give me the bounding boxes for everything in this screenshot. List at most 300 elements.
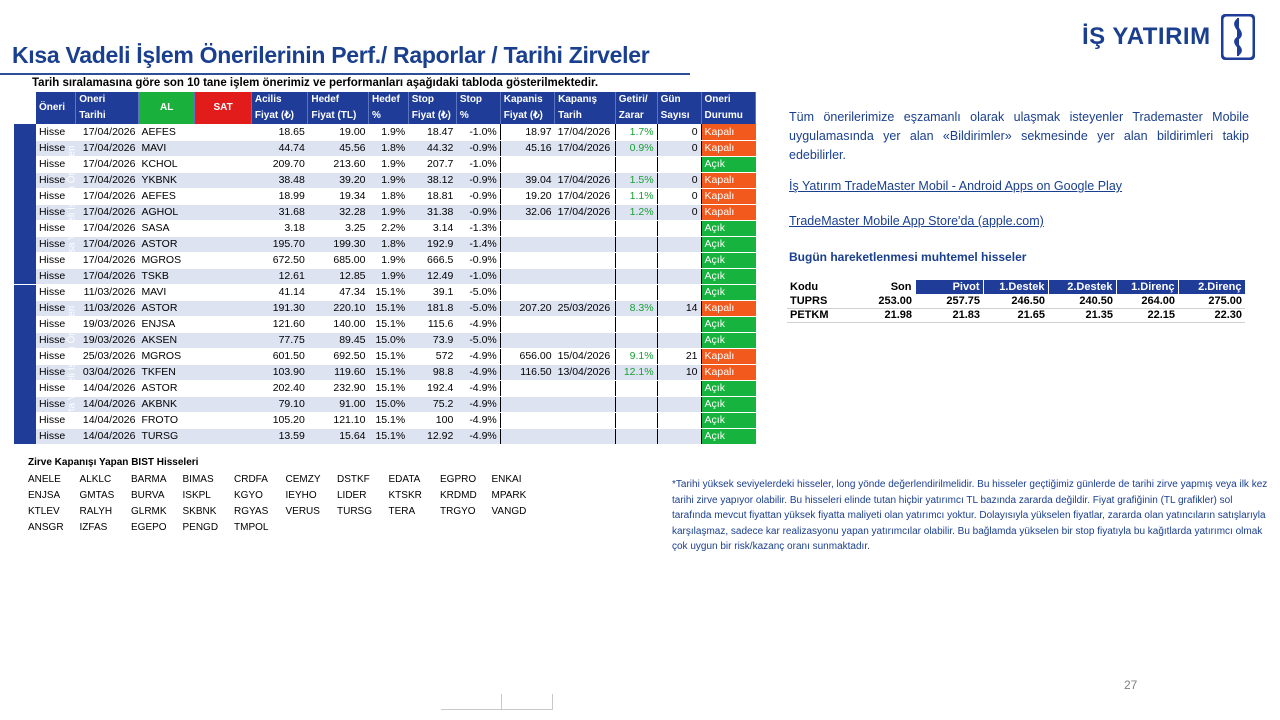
cell-days xyxy=(657,156,701,172)
cell-open-price: 195.70 xyxy=(251,236,307,252)
pivot-cell-value: 253.00 xyxy=(857,294,915,308)
cell-gain: 1.7% xyxy=(615,124,657,140)
table-row xyxy=(14,284,756,300)
zirve-stock-code: RGYAS xyxy=(234,506,269,517)
header-hedef-yuzde: % xyxy=(369,108,409,124)
cell-type: Hisse xyxy=(36,268,76,284)
cell-status: Açık xyxy=(701,220,755,236)
cell-stop-price: 12.49 xyxy=(408,268,456,284)
cell-date: 03/04/2026 xyxy=(76,364,139,380)
cell-code: MGROS xyxy=(138,252,194,268)
cell-target-pct: 1.8% xyxy=(369,188,409,204)
cell-open-price: 121.60 xyxy=(251,316,307,332)
table-row xyxy=(14,220,756,236)
cell-date: 11/03/2026 xyxy=(76,300,139,316)
cell-gain xyxy=(615,380,657,396)
pivot-header-son: Son xyxy=(857,280,915,294)
cell-gain xyxy=(615,412,657,428)
table-row xyxy=(14,428,756,444)
cell-date: 19/03/2026 xyxy=(76,316,139,332)
pivot-cell-value: 240.50 xyxy=(1048,294,1116,308)
cell-open-price: 77.75 xyxy=(251,332,307,348)
cell-type: Hisse xyxy=(36,396,76,412)
header-stop-fiyat: Fiyat (₺) xyxy=(408,108,456,124)
cell-close-date xyxy=(555,252,616,268)
cell-days xyxy=(657,380,701,396)
header-hedef-pct: Hedef xyxy=(369,92,409,108)
cell-close-date xyxy=(555,332,616,348)
logo-emblem-icon xyxy=(1221,14,1255,60)
cell-gain xyxy=(615,428,657,444)
cell-stop-pct: -4.9% xyxy=(456,380,500,396)
cell-close-date xyxy=(555,428,616,444)
header-kapanis-tarihi: Tarih xyxy=(555,108,616,124)
cell-target-pct: 15.1% xyxy=(369,348,409,364)
cell-stop-price: 73.9 xyxy=(408,332,456,348)
cell-target-price: 232.90 xyxy=(308,380,369,396)
cell-target-price: 220.10 xyxy=(308,300,369,316)
cell-stop-price: 192.4 xyxy=(408,380,456,396)
cell-gain: 9.1% xyxy=(615,348,657,364)
cell-close-price xyxy=(500,268,554,284)
cell-open-price: 18.99 xyxy=(251,188,307,204)
zirve-stock-code: KRDMD xyxy=(440,490,477,501)
cell-status: Açık xyxy=(701,332,755,348)
cell-close-date: 13/04/2026 xyxy=(555,364,616,380)
cell-target-pct: 1.9% xyxy=(369,268,409,284)
cell-status: Kapalı xyxy=(701,172,755,188)
table-row xyxy=(14,348,756,364)
zirve-stock-code: ENJSA xyxy=(28,490,61,501)
cell-stop-price: 44.32 xyxy=(408,140,456,156)
cell-status: Açık xyxy=(701,252,755,268)
cell-stop-price: 572 xyxy=(408,348,456,364)
zirve-stock-code: TRGYO xyxy=(440,506,476,517)
cell-stop-price: 181.8 xyxy=(408,300,456,316)
cell-date: 17/04/2026 xyxy=(76,268,139,284)
table-row xyxy=(14,124,756,140)
cell-target-pct: 15.1% xyxy=(369,428,409,444)
cell-stop-pct: -1.0% xyxy=(456,268,500,284)
cell-close-price xyxy=(500,316,554,332)
cell-code: ASTOR xyxy=(138,236,194,252)
cell-stop-pct: -0.9% xyxy=(456,252,500,268)
cell-close-date: 17/04/2026 xyxy=(555,124,616,140)
cell-code: YKBNK xyxy=(138,172,194,188)
cell-stop-price: 18.47 xyxy=(408,124,456,140)
cell-gain xyxy=(615,236,657,252)
zirve-stock-code: PENGD xyxy=(182,522,219,533)
cell-days: 0 xyxy=(657,204,701,220)
cell-sat xyxy=(195,332,251,348)
cell-code: MAVI xyxy=(138,284,194,300)
page-title: Kısa Vadeli İşlem Önerilerinin Perf./ Raporlar / Tarihi Zirveler xyxy=(12,42,650,68)
cell-stop-pct: -1.4% xyxy=(456,236,500,252)
cell-open-price: 41.14 xyxy=(251,284,307,300)
today-stocks-title: Bugün hareketlenmesi muhtemel hisseler xyxy=(789,250,1027,264)
cell-close-price: 656.00 xyxy=(500,348,554,364)
cell-date: 17/04/2026 xyxy=(76,204,139,220)
pivot-header-destek1: 1.Destek xyxy=(983,280,1048,294)
cell-target-price: 19.34 xyxy=(308,188,369,204)
cell-target-pct: 1.9% xyxy=(369,172,409,188)
cell-close-price: 116.50 xyxy=(500,364,554,380)
pivot-cell-value: 257.75 xyxy=(915,294,983,308)
cell-open-price: 31.68 xyxy=(251,204,307,220)
cell-status: Kapalı xyxy=(701,348,755,364)
cell-stop-price: 39.1 xyxy=(408,284,456,300)
cell-status: Açık xyxy=(701,412,755,428)
cell-sat xyxy=(195,316,251,332)
table-row xyxy=(14,140,756,156)
cell-sat xyxy=(195,172,251,188)
cell-days xyxy=(657,252,701,268)
zirve-stock-code: GMTAS xyxy=(79,490,115,501)
header-kapanis-tarih: Kapanış xyxy=(555,92,616,108)
cell-close-date xyxy=(555,316,616,332)
cell-stop-pct: -0.9% xyxy=(456,188,500,204)
pivot-cell-code: TUPRS xyxy=(787,294,857,308)
cell-target-price: 89.45 xyxy=(308,332,369,348)
header-gun: Gün xyxy=(657,92,701,108)
zirve-stock-code: ALKLC xyxy=(79,474,112,485)
cell-target-price: 12.85 xyxy=(308,268,369,284)
cell-stop-pct: -4.9% xyxy=(456,412,500,428)
header-acilis: Acilis xyxy=(251,92,307,108)
cell-date: 17/04/2026 xyxy=(76,188,139,204)
cell-type: Hisse xyxy=(36,156,76,172)
cell-date: 17/04/2026 xyxy=(76,140,139,156)
pivot-cell-value: 264.00 xyxy=(1116,294,1178,308)
cell-date: 14/04/2026 xyxy=(76,396,139,412)
cell-code: FROTO xyxy=(138,412,194,428)
cell-target-price: 692.50 xyxy=(308,348,369,364)
cell-status: Kapalı xyxy=(701,124,755,140)
header-oneri: Öneri xyxy=(36,92,76,124)
pivot-cell-value: 275.00 xyxy=(1178,294,1245,308)
zirve-stock-code: EGPRO xyxy=(440,474,477,485)
cell-date: 19/03/2026 xyxy=(76,332,139,348)
cell-open-price: 44.74 xyxy=(251,140,307,156)
table-row xyxy=(14,188,756,204)
cell-sat xyxy=(195,412,251,428)
cell-stop-price: 98.8 xyxy=(408,364,456,380)
cell-open-price: 202.40 xyxy=(251,380,307,396)
cell-gain: 1.2% xyxy=(615,204,657,220)
cell-sat xyxy=(195,284,251,300)
cell-status: Kapalı xyxy=(701,300,755,316)
cell-stop-price: 666.5 xyxy=(408,252,456,268)
cell-date: 14/04/2026 xyxy=(76,380,139,396)
cell-open-price: 601.50 xyxy=(251,348,307,364)
cell-days xyxy=(657,236,701,252)
cell-code: AEFES xyxy=(138,124,194,140)
cell-sat xyxy=(195,268,251,284)
cell-days xyxy=(657,284,701,300)
table-header-row-1 xyxy=(14,92,756,108)
cell-status: Açık xyxy=(701,428,755,444)
cell-target-pct: 1.9% xyxy=(369,204,409,220)
pivot-cell-code: PETKM xyxy=(787,308,857,322)
cell-type: Hisse xyxy=(36,316,76,332)
cell-stop-pct: -0.9% xyxy=(456,140,500,156)
table-row xyxy=(14,172,756,188)
header-oneri-durumu: Oneri xyxy=(701,92,755,108)
table-row xyxy=(14,396,756,412)
zirve-stock-list xyxy=(28,472,543,535)
cell-stop-pct: -4.9% xyxy=(456,396,500,412)
header-oneri-tarihi: Oneri xyxy=(76,92,139,108)
cell-code: AGHOL xyxy=(138,204,194,220)
cell-target-price: 15.64 xyxy=(308,428,369,444)
cell-date: 17/04/2026 xyxy=(76,236,139,252)
cell-close-price: 18.97 xyxy=(500,124,554,140)
cell-gain: 8.3% xyxy=(615,300,657,316)
cell-close-price: 207.20 xyxy=(500,300,554,316)
cell-stop-pct: -1.0% xyxy=(456,156,500,172)
cell-status: Kapalı xyxy=(701,364,755,380)
cell-close-price: 32.06 xyxy=(500,204,554,220)
zirve-stock-code: KGYO xyxy=(234,490,263,501)
cell-gain: 1.5% xyxy=(615,172,657,188)
cell-gain xyxy=(615,268,657,284)
header-sayisi: Sayısı xyxy=(657,108,701,124)
cell-stop-pct: -1.0% xyxy=(456,124,500,140)
pivot-row xyxy=(787,294,1245,308)
header-stop-yuzde: % xyxy=(456,108,500,124)
pivot-header-direnc1: 1.Direnç xyxy=(1116,280,1178,294)
cell-code: AEFES xyxy=(138,188,194,204)
cell-close-price xyxy=(500,396,554,412)
cell-status: Açık xyxy=(701,268,755,284)
zirve-stock-code: RALYH xyxy=(79,506,113,517)
cell-target-pct: 1.8% xyxy=(369,236,409,252)
cell-gain xyxy=(615,332,657,348)
cell-date: 17/04/2026 xyxy=(76,156,139,172)
cell-type: Hisse xyxy=(36,220,76,236)
cell-gain: 12.1% xyxy=(615,364,657,380)
apple-app-link[interactable]: TradeMaster Mobile App Store'da (apple.com) xyxy=(789,214,1044,228)
cell-gain: 1.1% xyxy=(615,188,657,204)
table-row xyxy=(14,364,756,380)
pivot-cell-value: 21.35 xyxy=(1048,308,1116,322)
cell-stop-pct: -0.9% xyxy=(456,204,500,220)
pivot-cell-value: 246.50 xyxy=(983,294,1048,308)
header-hedef: Hedef xyxy=(308,92,369,108)
zirve-stock-code: VANGD xyxy=(491,506,527,517)
cell-sat xyxy=(195,236,251,252)
cell-type: Hisse xyxy=(36,300,76,316)
cell-sat xyxy=(195,428,251,444)
table-row xyxy=(14,268,756,284)
header-sat: SAT xyxy=(195,92,251,124)
cell-open-price: 12.61 xyxy=(251,268,307,284)
table-row xyxy=(14,332,756,348)
cell-type: Hisse xyxy=(36,252,76,268)
cell-sat xyxy=(195,396,251,412)
zirve-stock-code: SKBNK xyxy=(182,506,217,517)
cell-status: Açık xyxy=(701,316,755,332)
cell-status: Açık xyxy=(701,236,755,252)
table-header-row-2 xyxy=(14,108,756,124)
header-stop: Stop xyxy=(408,92,456,108)
cell-days: 0 xyxy=(657,140,701,156)
zirve-stock-code: EDATA xyxy=(388,474,421,485)
cell-code: AKBNK xyxy=(138,396,194,412)
cell-code: TKFEN xyxy=(138,364,194,380)
cell-stop-pct: -5.0% xyxy=(456,300,500,316)
zirve-stock-code: EGEPO xyxy=(131,522,167,533)
cell-close-date xyxy=(555,220,616,236)
header-zarar: Zarar xyxy=(615,108,657,124)
cell-target-price: 91.00 xyxy=(308,396,369,412)
cell-stop-price: 3.14 xyxy=(408,220,456,236)
cell-type: Hisse xyxy=(36,364,76,380)
cell-type: Hisse xyxy=(36,284,76,300)
cell-stop-pct: -4.9% xyxy=(456,348,500,364)
pivot-cell-value: 22.15 xyxy=(1116,308,1178,322)
cell-days xyxy=(657,268,701,284)
header-kapanis: Kapanis xyxy=(500,92,554,108)
cell-days xyxy=(657,412,701,428)
cell-close-date xyxy=(555,412,616,428)
cell-target-price: 685.00 xyxy=(308,252,369,268)
cell-target-price: 199.30 xyxy=(308,236,369,252)
cell-stop-pct: -5.0% xyxy=(456,284,500,300)
cell-date: 14/04/2026 xyxy=(76,428,139,444)
cell-stop-price: 207.7 xyxy=(408,156,456,172)
cell-stop-pct: -5.0% xyxy=(456,332,500,348)
cell-stop-price: 100 xyxy=(408,412,456,428)
performance-table xyxy=(14,92,756,445)
cell-code: ENJSA xyxy=(138,316,194,332)
zirve-stock-code: IEYHO xyxy=(285,490,317,501)
cell-stop-price: 12.92 xyxy=(408,428,456,444)
zirve-stock-code: DSTKF xyxy=(337,474,370,485)
zirve-stock-code: IZFAS xyxy=(79,522,108,533)
cell-close-price: 39.04 xyxy=(500,172,554,188)
cell-status: Açık xyxy=(701,380,755,396)
cell-sat xyxy=(195,252,251,268)
cell-sat xyxy=(195,204,251,220)
table-row xyxy=(14,316,756,332)
cell-target-price: 45.56 xyxy=(308,140,369,156)
cell-open-price: 191.30 xyxy=(251,300,307,316)
cell-days: 21 xyxy=(657,348,701,364)
cell-type: Hisse xyxy=(36,140,76,156)
cell-days xyxy=(657,220,701,236)
cell-code: MAVI xyxy=(138,140,194,156)
header-acilis-fiyat: Fiyat (₺) xyxy=(251,108,307,124)
pivot-header-direnc2: 2.Direnç xyxy=(1178,280,1245,294)
cell-target-pct: 2.2% xyxy=(369,220,409,236)
cell-stop-price: 31.38 xyxy=(408,204,456,220)
cell-date: 17/04/2026 xyxy=(76,252,139,268)
cell-code: ASTOR xyxy=(138,380,194,396)
page-number: 27 xyxy=(1124,678,1138,692)
cell-close-price xyxy=(500,236,554,252)
cell-close-price xyxy=(500,428,554,444)
cell-type: Hisse xyxy=(36,236,76,252)
cell-sat xyxy=(195,364,251,380)
cell-target-price: 39.20 xyxy=(308,172,369,188)
cell-code: TSKB xyxy=(138,268,194,284)
cell-stop-price: 38.12 xyxy=(408,172,456,188)
table-row xyxy=(14,204,756,220)
cell-stop-pct: -1.3% xyxy=(456,220,500,236)
zirve-stock-code: BARMA xyxy=(131,474,167,485)
cell-days: 10 xyxy=(657,364,701,380)
cell-type: Hisse xyxy=(36,332,76,348)
cell-close-date: 17/04/2026 xyxy=(555,188,616,204)
zirve-stock-code: KTLEV xyxy=(28,506,60,517)
cell-target-price: 121.10 xyxy=(308,412,369,428)
cell-type: Hisse xyxy=(36,348,76,364)
cell-close-date: 17/04/2026 xyxy=(555,172,616,188)
cell-target-pct: 1.9% xyxy=(369,252,409,268)
cell-open-price: 18.65 xyxy=(251,124,307,140)
cell-target-pct: 1.9% xyxy=(369,124,409,140)
cell-date: 14/04/2026 xyxy=(76,412,139,428)
pivot-cell-value: 21.65 xyxy=(983,308,1048,322)
zirve-stock-code: ENKAI xyxy=(491,474,522,485)
header-kapanis-fiyat: Fiyat (₺) xyxy=(500,108,554,124)
cell-open-price: 105.20 xyxy=(251,412,307,428)
pivot-row xyxy=(787,308,1245,322)
header-tarihi: Tarihi xyxy=(76,108,139,124)
cell-status: Kapalı xyxy=(701,204,755,220)
cell-target-price: 140.00 xyxy=(308,316,369,332)
cell-target-price: 119.60 xyxy=(308,364,369,380)
cell-days: 0 xyxy=(657,172,701,188)
header-hedef-fiyat: Fiyat (TL) xyxy=(308,108,369,124)
cell-close-date: 17/04/2026 xyxy=(555,204,616,220)
notifications-info: Tüm önerilerimize eşzamanlı olarak ulaşmak isteyenler Trademaster Mobile uygulamasında yer alan «Bildirimler» sekmesinde yer alan bildirimleri takip edebilirler. xyxy=(789,110,1249,162)
cell-target-price: 47.34 xyxy=(308,284,369,300)
cell-sat xyxy=(195,188,251,204)
cell-close-date xyxy=(555,268,616,284)
zirve-title: Zirve Kapanışı Yapan BIST Hisseleri xyxy=(28,457,199,468)
cell-type: Hisse xyxy=(36,380,76,396)
logo-text: İŞ YATIRIM xyxy=(1082,23,1211,50)
cell-date: 11/03/2026 xyxy=(76,284,139,300)
cell-date: 17/04/2026 xyxy=(76,124,139,140)
cell-date: 17/04/2026 xyxy=(76,220,139,236)
cell-stop-pct: -0.9% xyxy=(456,172,500,188)
zirve-stock-code: TURSG xyxy=(337,506,372,517)
cell-code: ASTOR xyxy=(138,300,194,316)
zirve-stock-code: ANELE xyxy=(28,474,61,485)
header-getiri: Getiri/ xyxy=(615,92,657,108)
cell-close-price xyxy=(500,252,554,268)
cell-gain xyxy=(615,220,657,236)
cell-code: KCHOL xyxy=(138,156,194,172)
cell-stop-pct: -4.9% xyxy=(456,316,500,332)
footnote: *Tarihi yüksek seviyelerdeki hisseler, long yönde değerlendirilmelidir. Bu hisseler geçtiğimiz günlerde de tarihi zirve yapmış veya ilk kez tarihi zirve yapıyor olabilir. Bu hisseleri elinde tutan hiçbir yatırımcı TL bazında zararda değildir. Fiyat grafiğinin (TL grafikler) sol tarafında mevcut fiyattan yüksek fiyatta maliyeti olan yatırımcı yoktur. Dolayısıyla yükselen fiyatlar, zararda olan yatıncıların satışlarıyla karşılaşmaz, sadece kar realizasyonu yapan yatırımcılar olabilir. Bu bağlamda yükselen bir stop fiyatıyla bu kağıtlarda yatırımcı olmak çok uygun bir risk/kazanç oranı sunmaktadır. xyxy=(672,479,1268,552)
cell-open-price: 103.90 xyxy=(251,364,307,380)
android-app-link[interactable]: İş Yatırım TradeMaster Mobil - Android Apps on Google Play xyxy=(789,179,1123,193)
zirve-stock-code: VERUS xyxy=(285,506,320,517)
cell-gain: 0.9% xyxy=(615,140,657,156)
pivot-header-row xyxy=(787,280,1245,294)
cell-close-price: 19.20 xyxy=(500,188,554,204)
cell-open-price: 209.70 xyxy=(251,156,307,172)
zirve-stock-code: BIMAS xyxy=(182,474,214,485)
zirve-stock-code: ISKPL xyxy=(182,490,211,501)
cell-sat xyxy=(195,220,251,236)
cell-target-pct: 15.0% xyxy=(369,332,409,348)
cell-gain xyxy=(615,396,657,412)
